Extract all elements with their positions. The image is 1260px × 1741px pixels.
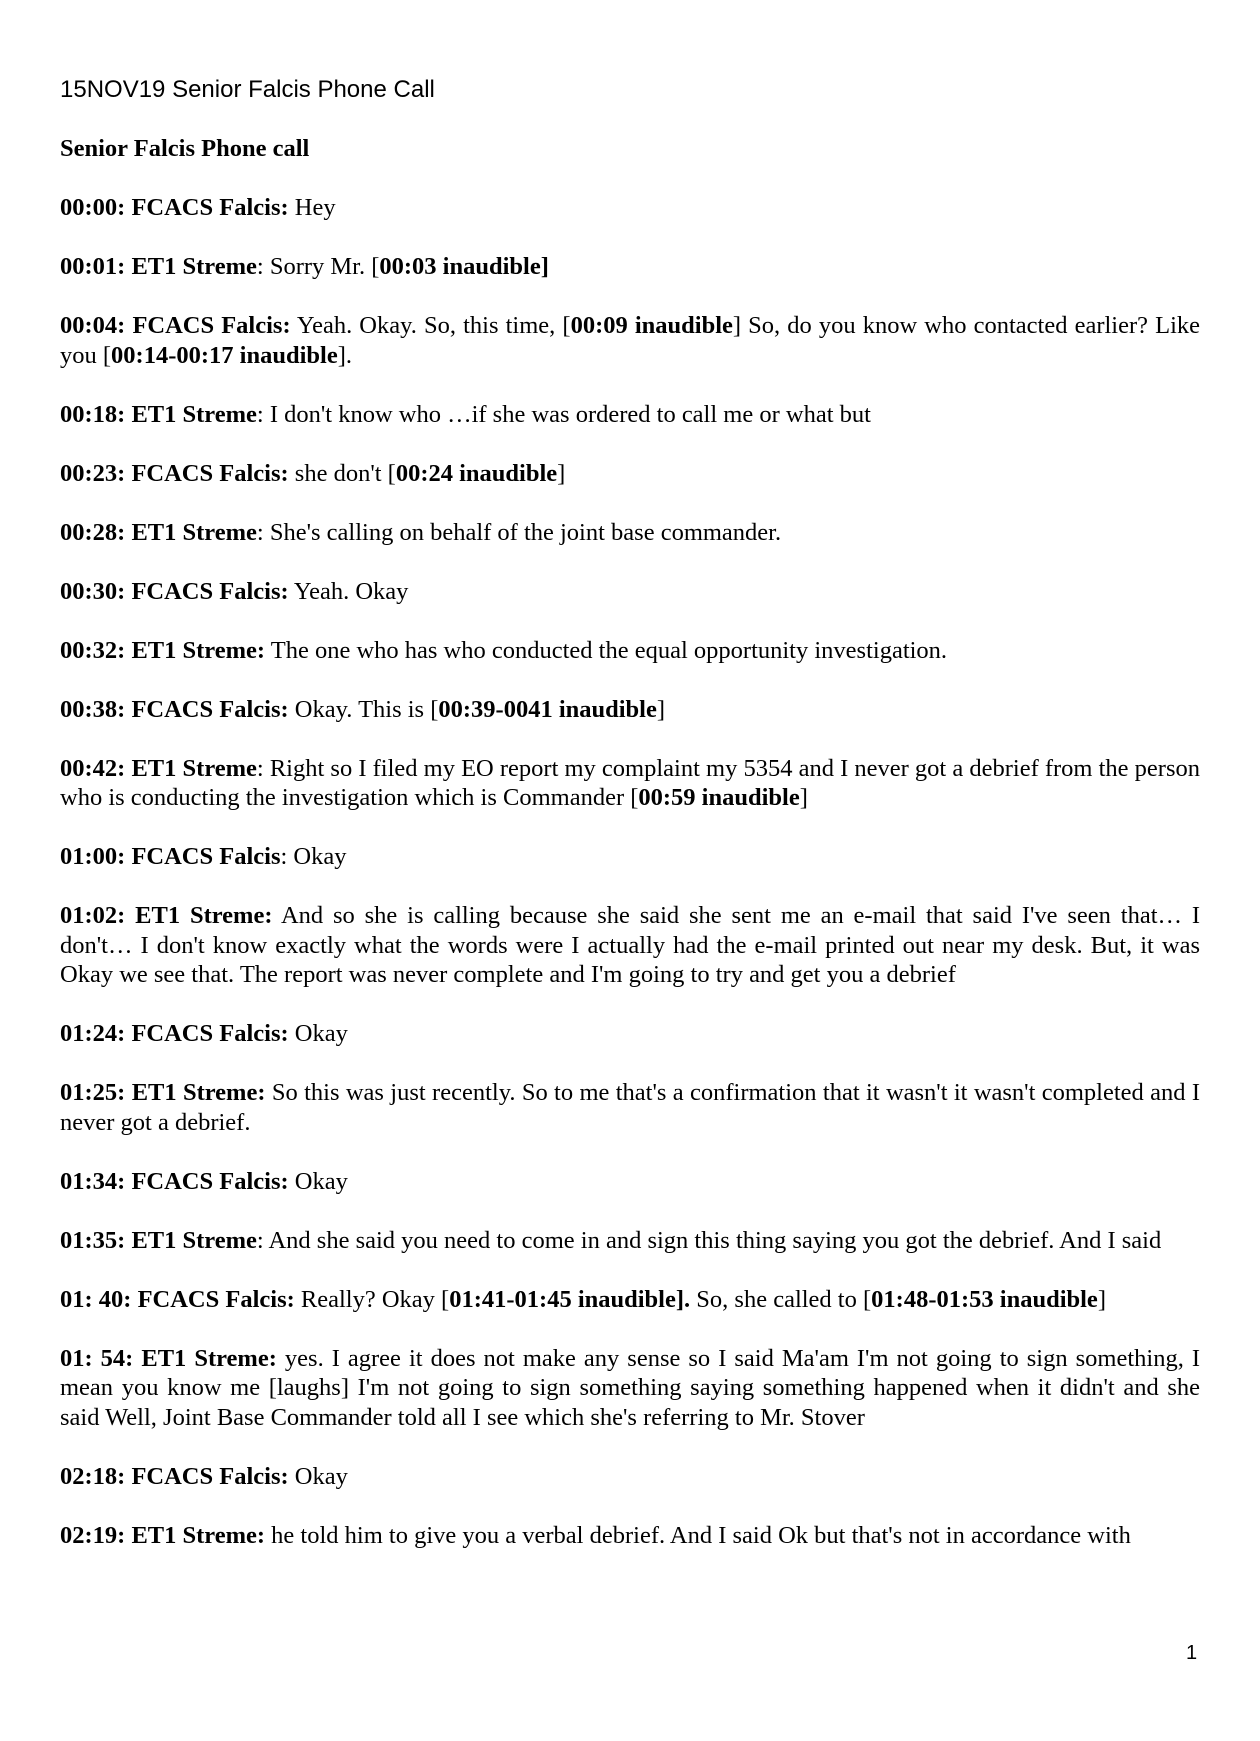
transcript-entry <box>60 1226 1200 1256</box>
timestamp: 01: 54: <box>60 1344 134 1372</box>
speech-text: ] So, do you know who contacted earlier? Like you [ <box>60 312 1201 369</box>
speech-text: Okay <box>294 1167 348 1195</box>
inaudible-marker: 00:59 inaudible <box>638 784 800 811</box>
transcript-entry <box>60 1019 1200 1049</box>
timestamp: 00:38: <box>60 695 126 723</box>
timestamp: 00:18: <box>60 400 126 428</box>
speech-text: ] <box>557 459 566 487</box>
timestamp: 01:02: <box>60 902 126 929</box>
speech-text: : I don't know who …if she was ordered to call me or what but <box>256 400 871 428</box>
transcript-entry <box>60 577 1200 607</box>
speaker: FCACS Falcis: <box>131 194 289 221</box>
inaudible-marker: 00:24 inaudible <box>395 459 558 487</box>
speech-text: ] <box>1097 1285 1106 1313</box>
transcript-entry <box>60 1521 1200 1551</box>
speech-text: yes. I agree it does not make any sense so I said Ma'am I'm not going to sign something, I mean you know me [laughs] I'm not going to sign something saying something happened when it didn't and she said Well, Joint Base Commander told all I see which she's referring to Mr. Stover <box>60 1344 1201 1431</box>
transcript-entry <box>60 695 1200 725</box>
speaker: FCACS Falcis: <box>131 1167 289 1195</box>
speaker: FCACS Falcis: <box>131 459 289 487</box>
timestamp: 01:34: <box>60 1167 126 1195</box>
speaker: FCACS Falcis: <box>132 312 291 339</box>
transcript-entry <box>60 459 1200 489</box>
transcript-entry <box>60 754 1200 813</box>
transcript-entry <box>60 252 1200 282</box>
speaker: ET1 Streme: <box>131 636 266 664</box>
speaker: FCACS Falcis: <box>131 1462 289 1490</box>
document-title: 15NOV19 Senior Falcis Phone Call <box>60 76 435 103</box>
timestamp: 00:32: <box>60 636 126 664</box>
speaker: FCACS Falcis: <box>137 1285 295 1313</box>
speech-text: she don't [ <box>294 459 396 487</box>
speech-text: Yeah. Okay <box>293 577 409 605</box>
speech-text: So this was just recently. So to me that's a confirmation that it wasn't it wasn't completed and I never got a debrief. <box>60 1079 1201 1136</box>
speaker: ET1 Streme <box>131 518 257 546</box>
transcript-entry <box>60 193 1200 223</box>
timestamp: 00:00: <box>60 194 126 221</box>
speech-text: The one who has who conducted the equal opportunity investigation. <box>270 636 948 664</box>
speech-text: he told him to give you a verbal debrief. And I said Ok but that's not in accordance with <box>271 1521 1131 1549</box>
speech-text: : And she said you need to come in and sign this thing saying you got the debrief. And I said <box>256 1226 1162 1254</box>
timestamp: 01:25: <box>60 1079 126 1106</box>
speaker: FCACS Falcis: <box>131 577 289 605</box>
speech-text: : Sorry Mr. [ <box>256 253 380 280</box>
transcript-entry <box>60 1285 1200 1315</box>
timestamp: 00:23: <box>60 459 126 487</box>
speaker: ET1 Streme: <box>131 1079 266 1106</box>
timestamp: 01:00: <box>60 843 126 870</box>
timestamp: 00:04: <box>60 312 126 339</box>
speech-text: Okay <box>294 1462 348 1490</box>
transcript-entry <box>60 518 1200 548</box>
transcript-entry <box>60 1344 1200 1433</box>
inaudible-marker: 00:09 inaudible <box>570 312 733 339</box>
transcript-heading: Senior Falcis Phone call <box>60 135 310 162</box>
timestamp: 02:18: <box>60 1462 126 1490</box>
timestamp: 00:01: <box>60 253 126 280</box>
speaker: ET1 Streme <box>131 400 257 428</box>
inaudible-marker: 00:14-00:17 inaudible <box>111 341 338 369</box>
timestamp: 01: 40: <box>60 1285 132 1313</box>
inaudible-marker: 01:48-01:53 inaudible <box>871 1285 1098 1313</box>
speech-text: ]. <box>337 341 352 369</box>
transcript-entry <box>60 901 1200 990</box>
speaker: FCACS Falcis: <box>131 1020 289 1047</box>
timestamp: 00:42: <box>60 754 126 782</box>
speaker: ET1 Streme: <box>135 902 273 929</box>
speaker: ET1 Streme: <box>131 1521 266 1549</box>
timestamp: 01:24: <box>60 1020 126 1047</box>
speech-text: Okay. This is [ <box>294 695 439 723</box>
timestamp: 02:19: <box>60 1521 126 1549</box>
transcript-entry <box>60 400 1200 430</box>
speech-text: Yeah. Okay. So, this time, [ <box>296 312 571 339</box>
speech-text: Really? Okay [ <box>300 1285 450 1313</box>
transcript-entry <box>60 636 1200 666</box>
speaker: ET1 Streme <box>131 754 257 782</box>
speech-text: Okay <box>294 1020 348 1047</box>
speaker: ET1 Streme: <box>141 1344 277 1372</box>
timestamp: 01:35: <box>60 1226 126 1254</box>
speech-text: : She's calling on behalf of the joint base commander. <box>256 518 782 546</box>
speech-text: : Right so I filed my EO report my complaint my 5354 and I never got a debrief from the person who is conducting the investigation which is Commander [ <box>60 754 1200 811</box>
speaker: FCACS Falcis: <box>131 695 289 723</box>
speech-text: : Okay <box>280 843 347 870</box>
speaker: FCACS Falcis <box>131 843 281 870</box>
speech-text: ] <box>799 784 808 811</box>
inaudible-marker: 01:41-01:45 inaudible]. <box>449 1285 691 1313</box>
transcript-body <box>60 134 1200 1580</box>
transcript-entry <box>60 842 1200 872</box>
speaker: ET1 Streme <box>131 1226 257 1254</box>
transcript-entry <box>60 1167 1200 1197</box>
speech-text: So, she called to [ <box>690 1285 872 1313</box>
speaker: ET1 Streme <box>131 253 257 280</box>
speech-text: ] <box>656 695 666 723</box>
transcript-entry <box>60 1462 1200 1492</box>
speech-text: Hey <box>294 194 336 221</box>
timestamp: 00:28: <box>60 518 126 546</box>
transcript-entry <box>60 1078 1200 1137</box>
timestamp: 00:30: <box>60 577 126 605</box>
inaudible-marker: 00:39-0041 inaudible <box>438 695 657 723</box>
inaudible-marker: 00:03 inaudible] <box>379 253 549 280</box>
speech-text: And so she is calling because she said she sent me an e-mail that said I've seen that… I don't… I don't know exactly what the words were I actually had the e-mail printed out near my desk. But, it was Okay we see that. The report was never complete and I'm going to try and get you a debrief <box>60 902 1201 988</box>
page-number: 1 <box>1186 1642 1198 1664</box>
transcript-entry <box>60 311 1200 370</box>
